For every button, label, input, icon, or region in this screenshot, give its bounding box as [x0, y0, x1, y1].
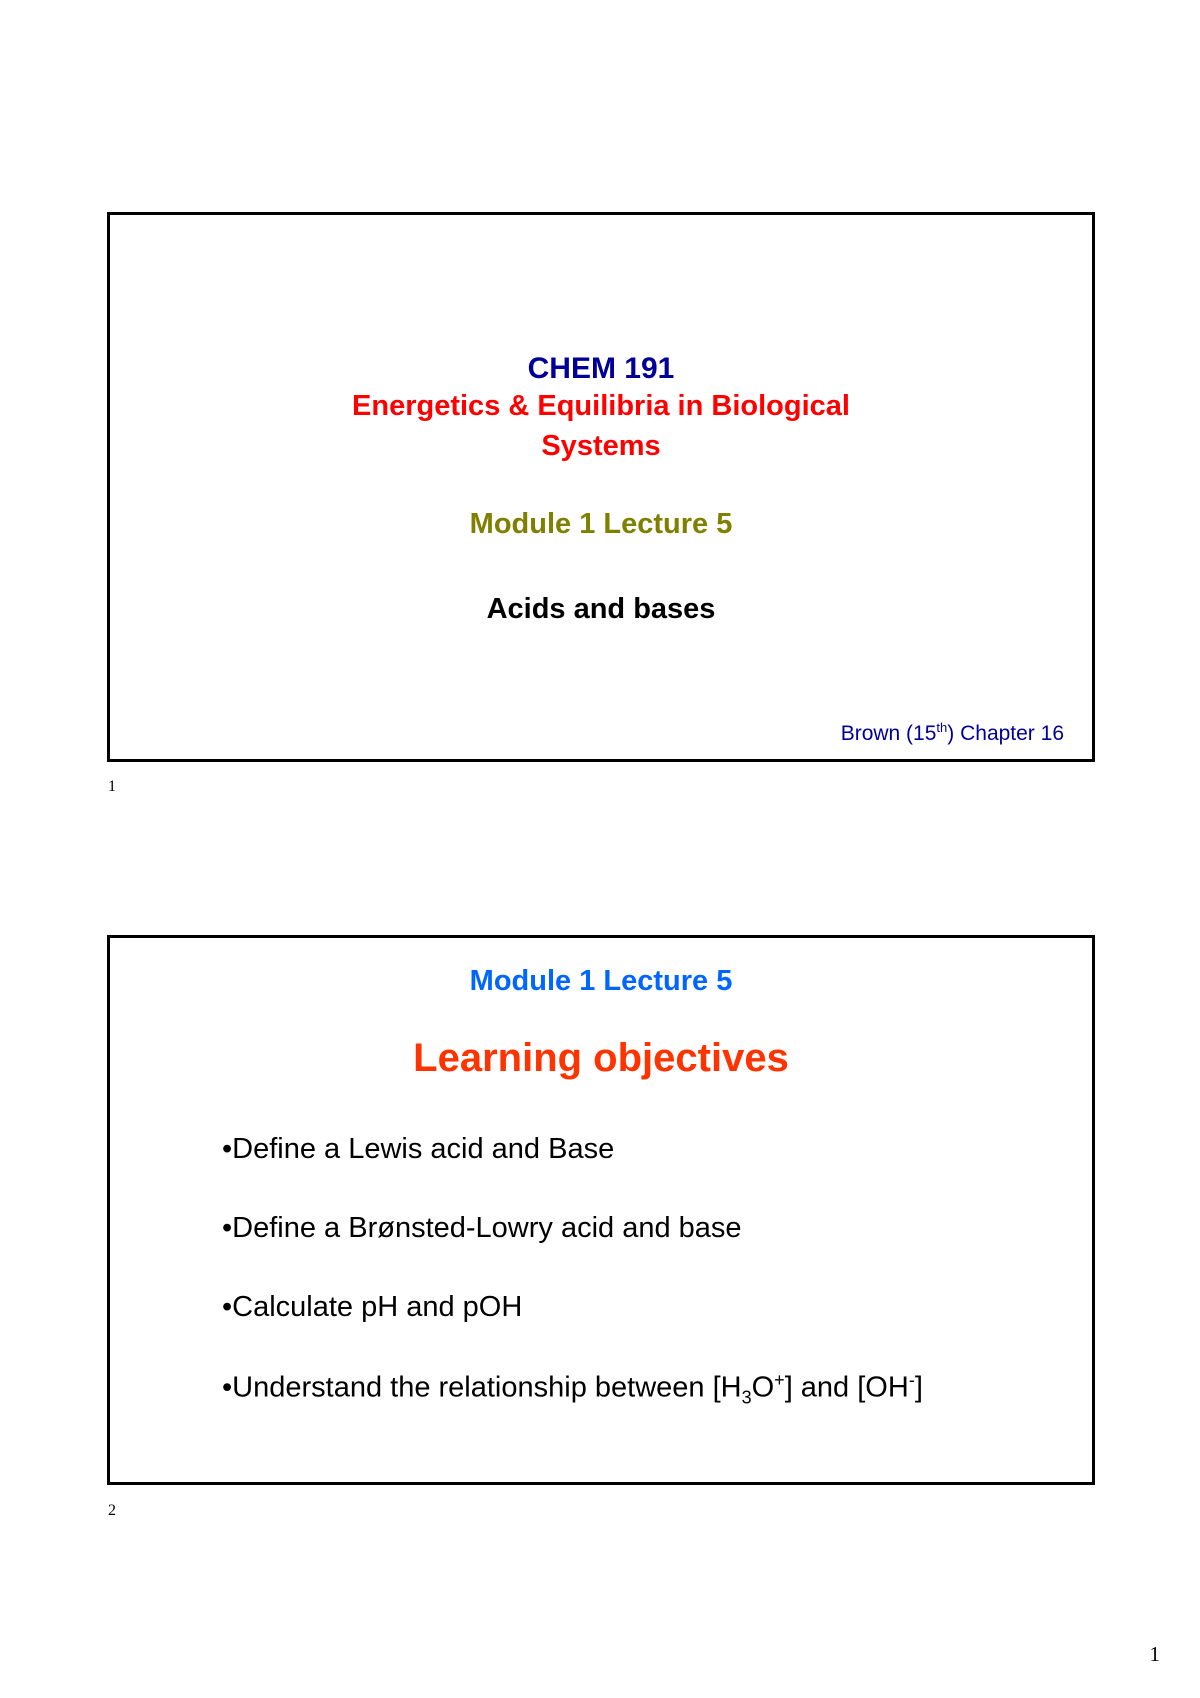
objective-item [222, 1370, 923, 1449]
objective-item: •Define a Brønsted-Lowry acid and base [222, 1212, 742, 1244]
course-title-line-1: Energetics & Equilibria in Biological [352, 390, 850, 422]
objective-item: •Define a Lewis acid and Base [222, 1133, 615, 1165]
slide-2 [107, 935, 1095, 1485]
objective-text: O [751, 1371, 775, 1404]
course-title-line-2: Systems [541, 430, 661, 462]
objective-text: •Understand the relationship between [H [222, 1371, 742, 1404]
slide-1 [107, 212, 1095, 762]
objective-text: ] [914, 1371, 923, 1404]
slide-1-number: 1 [108, 778, 116, 795]
reference-text-end: ) Chapter 16 [947, 722, 1064, 745]
objectives-list [222, 1133, 923, 1449]
lecture-topic: Acids and bases [486, 593, 716, 625]
subscript: 3 [741, 1387, 752, 1408]
textbook-reference [841, 720, 1064, 746]
reference-superscript: th [936, 720, 948, 735]
learning-objectives-heading: Learning objectives [413, 1036, 789, 1080]
superscript: + [774, 1370, 785, 1390]
page-number: 1 [1149, 1642, 1160, 1666]
objective-item: •Calculate pH and pOH [222, 1291, 523, 1323]
reference-text-start: Brown (15 [840, 722, 937, 745]
module-lecture: Module 1 Lecture 5 [469, 508, 733, 540]
module-lecture: Module 1 Lecture 5 [469, 965, 733, 997]
course-code: CHEM 191 [527, 352, 675, 385]
objective-text: ] and [OH [784, 1371, 909, 1404]
slide-2-number: 2 [108, 1502, 116, 1519]
superscript: - [908, 1370, 915, 1390]
